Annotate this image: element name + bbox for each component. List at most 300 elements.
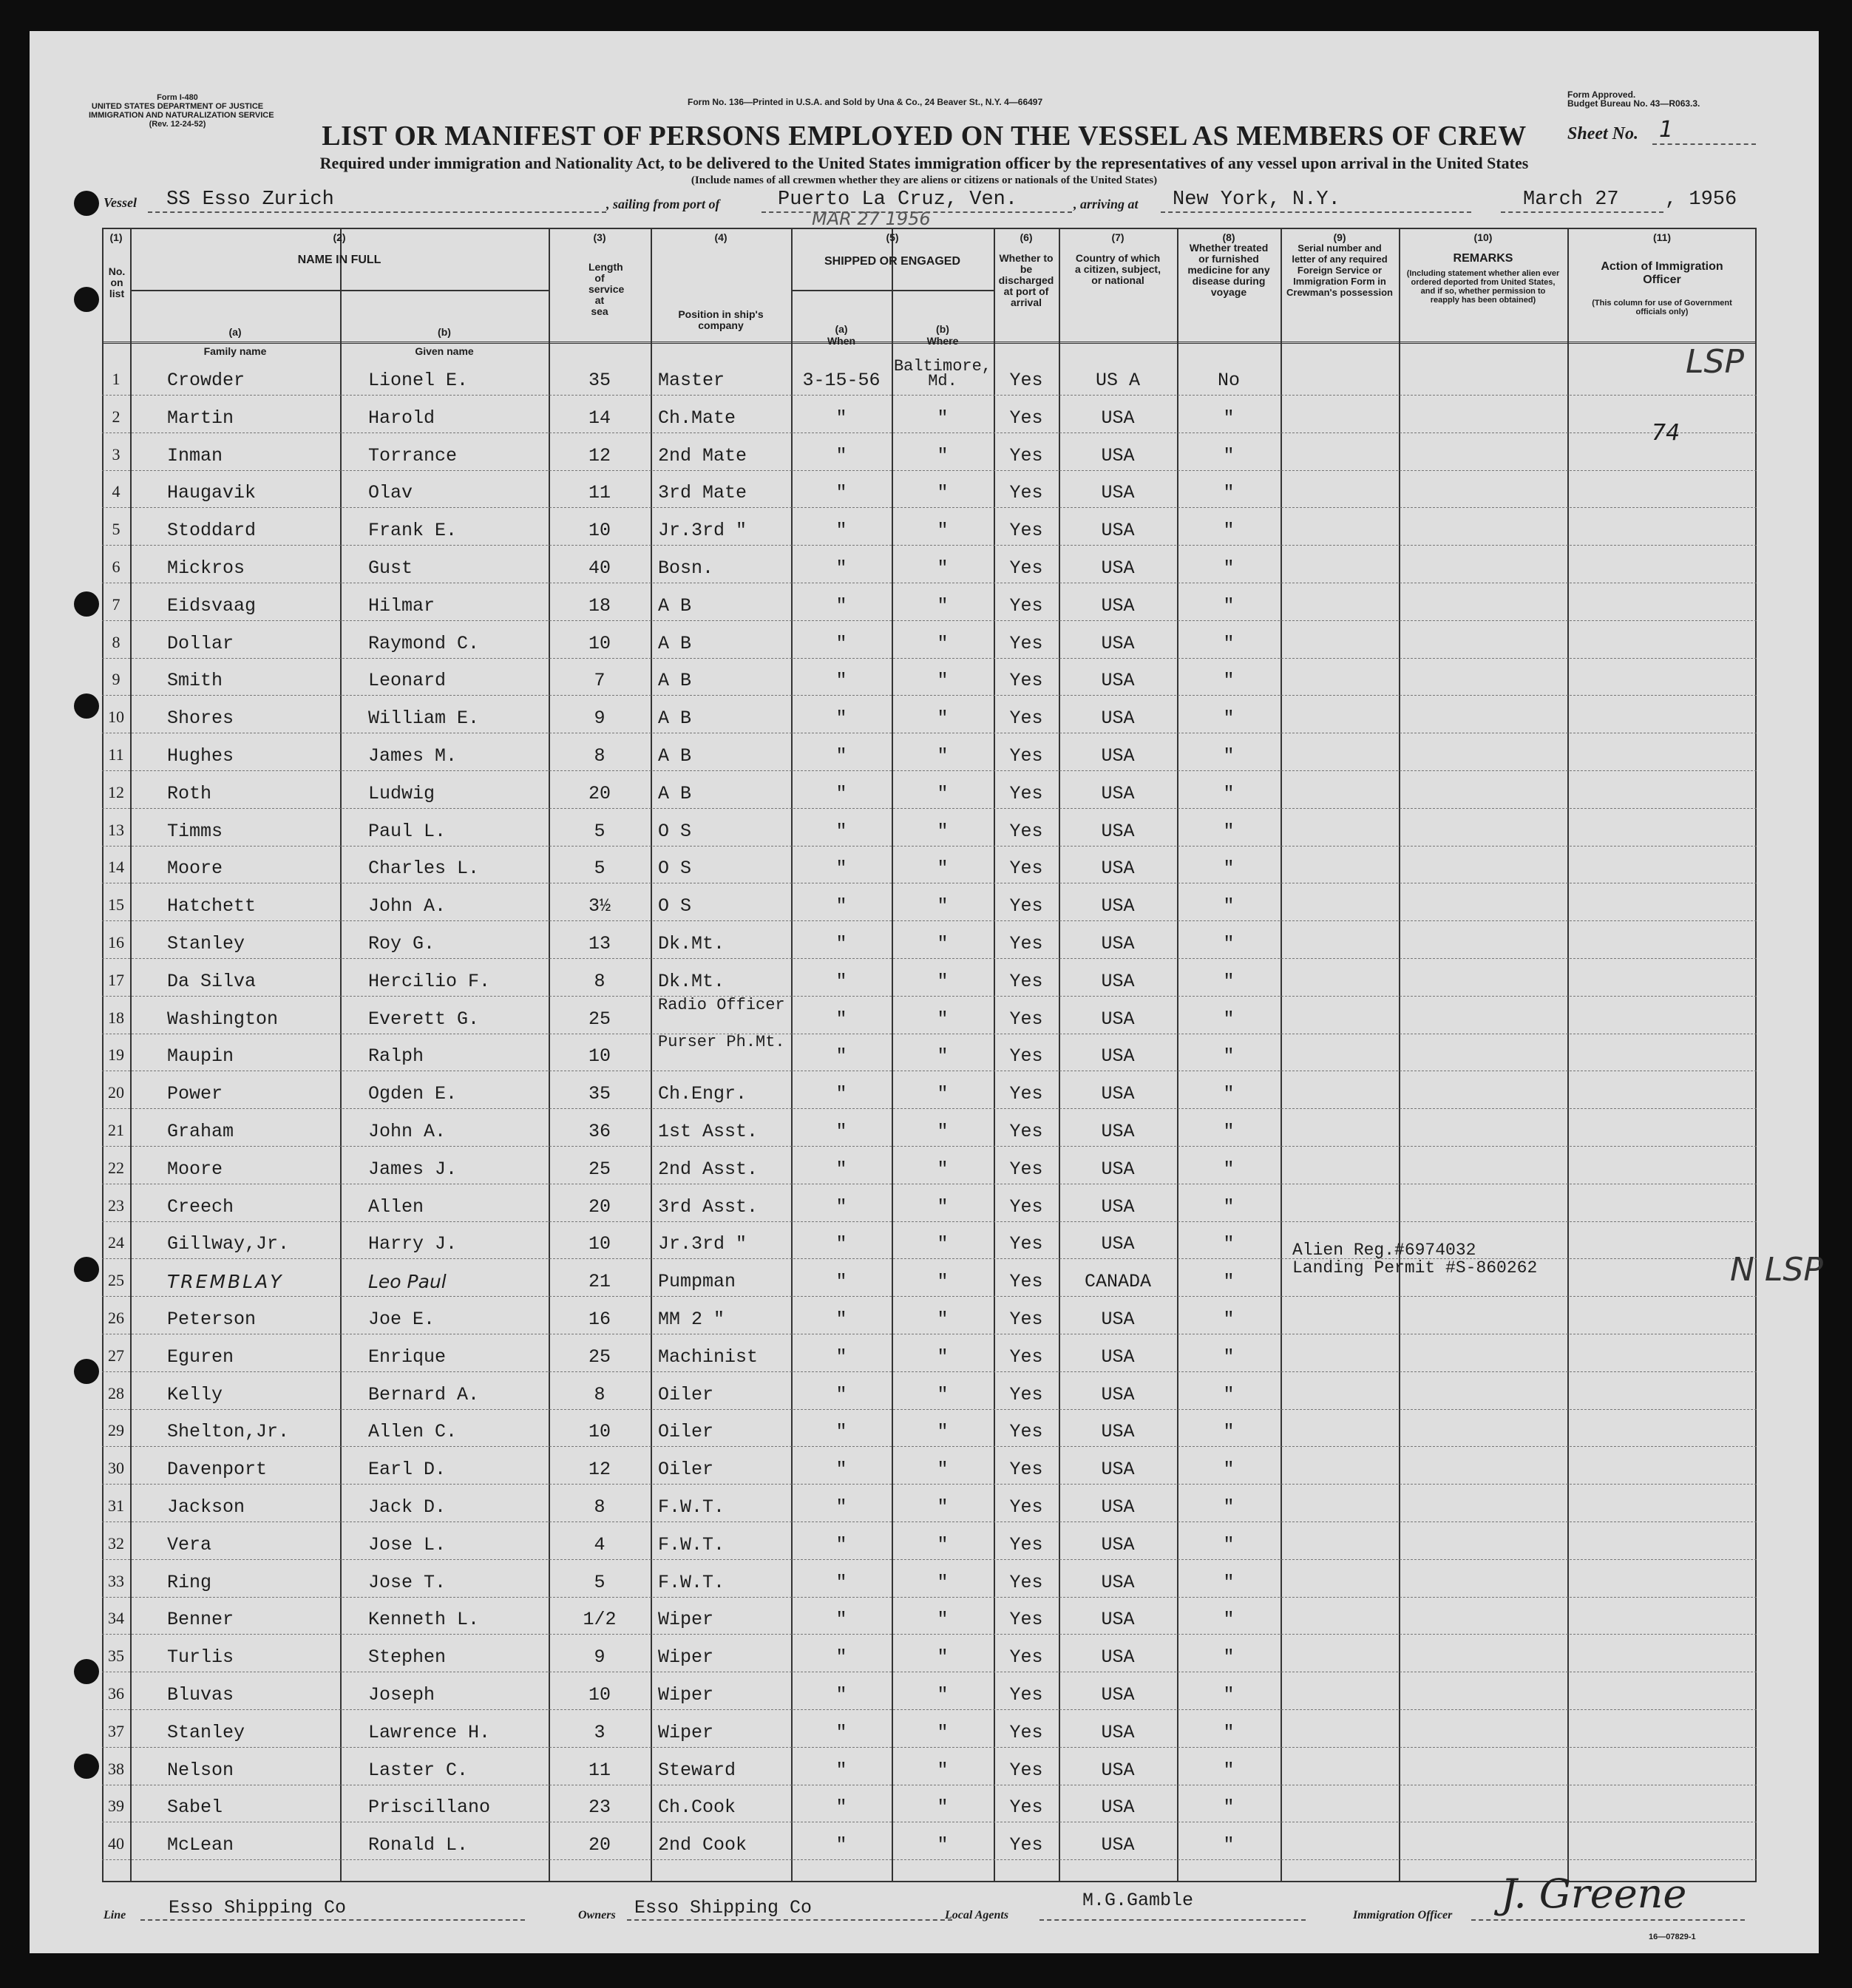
country: USA xyxy=(1101,520,1135,542)
shipped-where: " xyxy=(937,557,949,579)
service-length: 21 xyxy=(588,1271,611,1293)
shipped-where: " xyxy=(937,1271,949,1293)
medicine: " xyxy=(1223,1721,1235,1743)
given-name: Ogden E. xyxy=(368,1083,458,1105)
punch-hole xyxy=(74,591,99,617)
medicine: " xyxy=(1223,1421,1235,1443)
family-name: Crowder xyxy=(167,370,245,391)
shipped-when: " xyxy=(835,1346,847,1368)
service-length: 10 xyxy=(588,632,611,654)
given-name: Jose L. xyxy=(368,1533,447,1556)
col8-number: (8) xyxy=(1222,231,1235,243)
given-name: Bernard A. xyxy=(368,1383,480,1405)
shipped-when: " xyxy=(835,970,847,992)
position: 3rd Mate xyxy=(658,482,747,504)
country: USA xyxy=(1101,632,1135,654)
shipped-when: " xyxy=(835,1684,847,1706)
row-number: 30 xyxy=(108,1459,124,1478)
officer-label: Immigration Officer xyxy=(1353,1909,1453,1921)
country: USA xyxy=(1101,444,1135,467)
shipped-where: " xyxy=(937,1459,949,1481)
row-number: 16 xyxy=(108,933,124,951)
shipped-when: " xyxy=(835,1383,847,1405)
sailing-port: Puerto La Cruz, Ven. xyxy=(778,189,1018,211)
shipped-where: " xyxy=(937,933,949,954)
discharged: Yes xyxy=(1009,482,1043,504)
medicine: " xyxy=(1223,1797,1235,1819)
country: USA xyxy=(1101,1797,1135,1819)
service-length: 8 xyxy=(594,1496,606,1518)
given-name: Leonard xyxy=(368,670,447,692)
row-number: 38 xyxy=(108,1759,124,1778)
row-number: 20 xyxy=(108,1083,124,1102)
col7-header: Country of which a citizen, subject, or national xyxy=(1075,252,1161,286)
row-rule xyxy=(102,470,1757,471)
row-rule xyxy=(102,545,1757,546)
service-name: IMMIGRATION AND NATURALIZATION SERVICE xyxy=(89,111,274,120)
shipped-when: " xyxy=(835,632,847,654)
position: Jr.3rd " xyxy=(658,520,747,542)
family-name: Creech xyxy=(167,1195,234,1218)
col2-header: NAME IN FULL xyxy=(297,254,381,266)
service-length: 18 xyxy=(588,594,611,617)
position: Wiper xyxy=(658,1684,714,1706)
country: USA xyxy=(1101,482,1135,504)
row-number: 27 xyxy=(108,1346,124,1365)
arrival-year: , 1956 xyxy=(1665,189,1737,211)
discharged: Yes xyxy=(1009,670,1043,692)
given-name: Ralph xyxy=(368,1045,424,1068)
position: 2nd Asst. xyxy=(658,1158,759,1180)
shipped-when: " xyxy=(835,1233,847,1255)
medicine: " xyxy=(1223,594,1235,617)
vessel-underline xyxy=(148,211,606,213)
discharged: Yes xyxy=(1009,1496,1043,1518)
given-name: Laster C. xyxy=(368,1759,469,1781)
officer-mark-row3: 74 xyxy=(1652,420,1680,446)
col10-subheader: (Including statement whether alien ever ordered deported from United States, and if so, whether permission to reapply has been obtained) xyxy=(1406,269,1560,305)
shipped-where: " xyxy=(937,1834,949,1856)
row-number: 39 xyxy=(108,1797,124,1816)
family-name: TREMBLAY xyxy=(167,1271,284,1293)
service-length: 3 xyxy=(594,1721,606,1743)
position: Ch.Cook xyxy=(658,1797,736,1819)
given-name: Enrique xyxy=(368,1346,447,1368)
position: Jr.3rd " xyxy=(658,1233,747,1255)
given-name: Hercilio F. xyxy=(368,970,491,992)
row-rule xyxy=(102,1597,1757,1598)
given-name: Priscillano xyxy=(368,1797,491,1819)
row-rule xyxy=(102,1484,1757,1485)
shipped-where: " xyxy=(937,670,949,692)
row-rule xyxy=(102,1521,1757,1522)
country: USA xyxy=(1101,1121,1135,1142)
shipped-where: " xyxy=(937,482,949,504)
printer-line: Form No. 136—Printed in U.S.A. and Sold by Una & Co., 24 Beaver St., N.Y. 4—66497 xyxy=(688,97,1043,107)
given-name: James M. xyxy=(368,745,458,767)
medicine: " xyxy=(1223,858,1235,880)
shipped-when: " xyxy=(835,594,847,617)
manifest-subtitle: Required under immigration and Nationality Act, to be delivered to the United States immigration officer by the representatives of any vessel upon arrival in the United States xyxy=(319,154,1529,172)
agents-value: M.G.Gamble xyxy=(1082,1890,1194,1911)
shipped-subheader-rule xyxy=(791,290,994,291)
manifest-title: LIST OR MANIFEST OF PERSONS EMPLOYED ON THE VESSEL AS MEMBERS OF CREW xyxy=(322,121,1527,152)
row-rule xyxy=(102,996,1757,997)
punch-hole xyxy=(74,1754,99,1779)
given-name: Lawrence H. xyxy=(368,1721,491,1743)
family-name: Maupin xyxy=(167,1045,234,1068)
row-number: 19 xyxy=(108,1045,124,1065)
position: A B xyxy=(658,745,692,767)
given-name: Jose T. xyxy=(368,1571,447,1593)
country: USA xyxy=(1101,1571,1135,1593)
country: USA xyxy=(1101,1721,1135,1743)
shipped-where: " xyxy=(937,632,949,654)
service-length: 1/2 xyxy=(583,1609,617,1631)
row-rule xyxy=(102,958,1757,959)
row-number: 8 xyxy=(112,632,121,651)
family-name: McLean xyxy=(167,1834,234,1856)
row-number: 15 xyxy=(108,895,124,915)
shipped-where: " xyxy=(937,1496,949,1518)
position: A B xyxy=(658,594,692,617)
row-rule xyxy=(102,808,1757,809)
discharged: Yes xyxy=(1009,820,1043,842)
row-rule xyxy=(102,920,1757,921)
shipped-where: " xyxy=(937,1158,949,1180)
country: USA xyxy=(1101,1346,1135,1368)
col10-header: REMARKS xyxy=(1453,252,1513,265)
position: MM 2 " xyxy=(658,1309,725,1330)
row-rule xyxy=(102,1296,1757,1297)
service-length: 8 xyxy=(594,970,606,992)
medicine: " xyxy=(1223,1271,1235,1293)
col2a-header: Family name xyxy=(203,345,267,357)
row-number: 33 xyxy=(108,1571,124,1590)
family-name: Stanley xyxy=(167,1721,245,1743)
medicine: " xyxy=(1223,1158,1235,1180)
row-rule xyxy=(102,1108,1757,1109)
given-name: Ludwig xyxy=(368,782,435,804)
shipped-when: " xyxy=(835,782,847,804)
service-length: 14 xyxy=(588,407,611,429)
country: USA xyxy=(1101,858,1135,880)
position: F.W.T. xyxy=(658,1571,725,1593)
medicine: " xyxy=(1223,520,1235,542)
discharged: Yes xyxy=(1009,1571,1043,1593)
position: F.W.T. xyxy=(658,1533,725,1556)
row-rule xyxy=(102,1859,1757,1860)
family-name: Ring xyxy=(167,1571,212,1593)
row-rule xyxy=(102,1221,1757,1222)
discharged: Yes xyxy=(1009,1083,1043,1105)
shipped-when: " xyxy=(835,1271,847,1293)
position: 2nd Mate xyxy=(658,444,747,467)
discharged: Yes xyxy=(1009,858,1043,880)
given-name: William E. xyxy=(368,708,480,730)
shipped-where: " xyxy=(937,1684,949,1706)
col4-header: Position in ship's company xyxy=(678,308,764,331)
discharged: Yes xyxy=(1009,1045,1043,1068)
line-underline xyxy=(140,1919,525,1921)
vessel-label: Vessel xyxy=(104,195,137,210)
owners-value: Esso Shipping Co xyxy=(634,1897,813,1919)
col7-number: (7) xyxy=(1111,231,1125,243)
given-name: Hilmar xyxy=(368,594,435,617)
service-length: 12 xyxy=(588,444,611,467)
shipped-where: " xyxy=(937,1759,949,1781)
col10-number: (10) xyxy=(1473,231,1493,243)
position: Wiper xyxy=(658,1609,714,1631)
discharged: Yes xyxy=(1009,1271,1043,1293)
arriving-port: New York, N.Y. xyxy=(1173,189,1340,211)
medicine: " xyxy=(1223,1195,1235,1218)
budget-bureau-line: Budget Bureau No. 43—R063.3. xyxy=(1567,98,1700,109)
shipped-when: " xyxy=(835,520,847,542)
row-number: 2 xyxy=(112,407,121,426)
owners-underline xyxy=(627,1919,952,1921)
row-number: 10 xyxy=(108,708,124,727)
shipped-where: " xyxy=(937,1609,949,1631)
shipped-where: " xyxy=(937,1045,949,1068)
row-number: 36 xyxy=(108,1684,124,1703)
shipped-when: " xyxy=(835,1309,847,1330)
family-name: Smith xyxy=(167,670,223,692)
position: A B xyxy=(658,708,692,730)
sheet-number: 1 xyxy=(1659,117,1674,143)
col5-header: SHIPPED OR ENGAGED xyxy=(824,255,961,268)
service-length: 10 xyxy=(588,1233,611,1255)
discharged: Yes xyxy=(1009,745,1043,767)
country: USA xyxy=(1101,1609,1135,1631)
col5b-letter: (b) xyxy=(936,323,949,335)
service-length: 7 xyxy=(594,670,606,692)
arriving-underline xyxy=(1161,211,1471,213)
row-number: 18 xyxy=(108,1008,124,1027)
family-name: Hatchett xyxy=(167,895,257,917)
country: USA xyxy=(1101,594,1135,617)
position: Oiler xyxy=(658,1383,714,1405)
family-name: Davenport xyxy=(167,1459,268,1481)
shipped-when: 3-15-56 xyxy=(802,370,881,391)
shipped-where: " xyxy=(937,594,949,617)
shipped-when: " xyxy=(835,858,847,880)
shipped-where: " xyxy=(937,1571,949,1593)
position: 3rd Asst. xyxy=(658,1195,759,1218)
family-name: Shores xyxy=(167,708,234,730)
family-name: Stanley xyxy=(167,933,245,954)
medicine: " xyxy=(1223,1496,1235,1518)
service-length: 25 xyxy=(588,1346,611,1368)
family-name: Benner xyxy=(167,1609,234,1631)
col5a-letter: (a) xyxy=(835,323,848,335)
position: Radio Officer xyxy=(658,995,785,1014)
service-length: 11 xyxy=(588,482,611,504)
row-number: 22 xyxy=(108,1158,124,1177)
discharged: Yes xyxy=(1009,1121,1043,1142)
row-number: 1 xyxy=(112,370,121,388)
shipped-when: " xyxy=(835,1721,847,1743)
country: USA xyxy=(1101,407,1135,429)
row-number: 23 xyxy=(108,1195,124,1215)
family-name: Bluvas xyxy=(167,1684,234,1706)
country: USA xyxy=(1101,933,1135,954)
col6-header: Whether to be discharged at port of arrival xyxy=(998,252,1054,308)
country: USA xyxy=(1101,1083,1135,1105)
medicine: " xyxy=(1223,1346,1235,1368)
country: USA xyxy=(1101,1233,1135,1255)
given-name: Everett G. xyxy=(368,1008,480,1030)
include-note: (Include names of all crewmen whether they are aliens or citizens or nationals of the United States) xyxy=(691,174,1158,186)
row-rule xyxy=(102,507,1757,508)
family-name: Hughes xyxy=(167,745,234,767)
shipped-when: " xyxy=(835,670,847,692)
given-name: Olav xyxy=(368,482,413,504)
country: CANADA xyxy=(1084,1271,1151,1293)
given-name: Allen C. xyxy=(368,1421,458,1443)
country: USA xyxy=(1101,1533,1135,1556)
shipped-when: " xyxy=(835,1195,847,1218)
discharged: Yes xyxy=(1009,1609,1043,1631)
form-revision: (Rev. 12-24-52) xyxy=(149,120,206,129)
family-name: Jackson xyxy=(167,1496,245,1518)
service-length: 20 xyxy=(588,1834,611,1856)
position: Dk.Mt. xyxy=(658,970,725,992)
shipped-where: " xyxy=(937,1533,949,1556)
discharged: Yes xyxy=(1009,370,1043,391)
medicine: " xyxy=(1223,745,1235,767)
shipped-when: " xyxy=(835,1121,847,1142)
shipped-when: " xyxy=(835,407,847,429)
medicine: " xyxy=(1223,970,1235,992)
col5b-header: Where xyxy=(926,335,959,347)
shipped-where: " xyxy=(937,407,949,429)
punch-hole xyxy=(74,1659,99,1684)
row-number: 21 xyxy=(108,1121,124,1139)
col2a-letter: (a) xyxy=(228,326,242,338)
medicine: " xyxy=(1223,708,1235,730)
discharged: Yes xyxy=(1009,1346,1043,1368)
col4-number: (4) xyxy=(714,231,727,243)
given-name: Kenneth L. xyxy=(368,1609,480,1631)
row-number: 17 xyxy=(108,970,124,989)
discharged: Yes xyxy=(1009,895,1043,917)
family-name: Power xyxy=(167,1083,223,1105)
shipped-where: " xyxy=(937,970,949,992)
row-number: 6 xyxy=(112,557,121,576)
given-name: Paul L. xyxy=(368,820,447,842)
shipped-where: " xyxy=(937,1797,949,1819)
punch-hole xyxy=(74,1359,99,1384)
shipped-when: " xyxy=(835,1496,847,1518)
punch-hole xyxy=(74,287,99,312)
position: 2nd Cook xyxy=(658,1834,747,1856)
given-name: Raymond C. xyxy=(368,632,480,654)
position: Pumpman xyxy=(658,1271,736,1293)
row-rule xyxy=(102,1747,1757,1748)
country: USA xyxy=(1101,1008,1135,1030)
country: USA xyxy=(1101,1195,1135,1218)
country: USA xyxy=(1101,745,1135,767)
row-number: 29 xyxy=(108,1421,124,1440)
position: Dk.Mt. xyxy=(658,933,725,954)
col9-header: Serial number and letter of any required Foreign Service or Immigration Form in Crewman's possession xyxy=(1286,242,1393,298)
punch-hole xyxy=(74,693,99,719)
medicine: " xyxy=(1223,632,1235,654)
medicine: " xyxy=(1223,1121,1235,1142)
family-name: Sabel xyxy=(167,1797,223,1819)
row-rule xyxy=(102,1146,1757,1147)
position: Wiper xyxy=(658,1646,714,1669)
arrival-date: March 27 xyxy=(1523,189,1619,211)
row-number: 26 xyxy=(108,1309,124,1327)
medicine: " xyxy=(1223,1083,1235,1105)
col5-number: (5) xyxy=(886,231,899,243)
row-number: 5 xyxy=(112,520,121,539)
position: Steward xyxy=(658,1759,736,1781)
row-number: 3 xyxy=(112,444,121,464)
discharged: Yes xyxy=(1009,1158,1043,1180)
medicine: " xyxy=(1223,1008,1235,1030)
discharged: Yes xyxy=(1009,1834,1043,1856)
shipped-when: " xyxy=(835,933,847,954)
service-length: 13 xyxy=(588,933,611,954)
given-name: Lionel E. xyxy=(368,370,469,391)
given-name: Joe E. xyxy=(368,1309,435,1330)
shipped-when: " xyxy=(835,1008,847,1030)
owners-label: Owners xyxy=(578,1909,616,1921)
service-length: 5 xyxy=(594,858,606,880)
position: A B xyxy=(658,632,692,654)
shipped-where: " xyxy=(937,820,949,842)
discharged: Yes xyxy=(1009,1383,1043,1405)
col6-number: (6) xyxy=(1020,231,1033,243)
family-name: Moore xyxy=(167,1158,223,1180)
officer-signature: J. Greene xyxy=(1501,1870,1687,1917)
service-length: 20 xyxy=(588,1195,611,1218)
shipped-where: " xyxy=(937,782,949,804)
shipped-where: " xyxy=(937,1233,949,1255)
service-length: 8 xyxy=(594,1383,606,1405)
family-name: Haugavik xyxy=(167,482,257,504)
family-name: Roth xyxy=(167,782,212,804)
row-number: 40 xyxy=(108,1834,124,1853)
position: Purser Ph.Mt. xyxy=(658,1033,785,1052)
row-rule xyxy=(102,1634,1757,1635)
service-length: 12 xyxy=(588,1459,611,1481)
row-number: 14 xyxy=(108,858,124,877)
discharged: Yes xyxy=(1009,557,1043,579)
family-name: Dollar xyxy=(167,632,234,654)
discharged: Yes xyxy=(1009,708,1043,730)
shipped-when: " xyxy=(835,1646,847,1669)
row-number: 28 xyxy=(108,1383,124,1402)
col8-header: Whether treated or furnished medicine for any disease during voyage xyxy=(1187,242,1270,298)
shipped-when: " xyxy=(835,1158,847,1180)
service-length: 35 xyxy=(588,370,611,391)
row-rule xyxy=(102,395,1757,396)
shipped-where: " xyxy=(937,444,949,467)
service-length: 10 xyxy=(588,1684,611,1706)
family-name: Kelly xyxy=(167,1383,223,1405)
country: USA xyxy=(1101,1421,1135,1443)
service-length: 10 xyxy=(588,1045,611,1068)
row-number: 11 xyxy=(108,745,124,764)
given-name: John A. xyxy=(368,1121,447,1142)
medicine: " xyxy=(1223,933,1235,954)
row-number: 25 xyxy=(108,1271,124,1290)
service-length: 20 xyxy=(588,782,611,804)
